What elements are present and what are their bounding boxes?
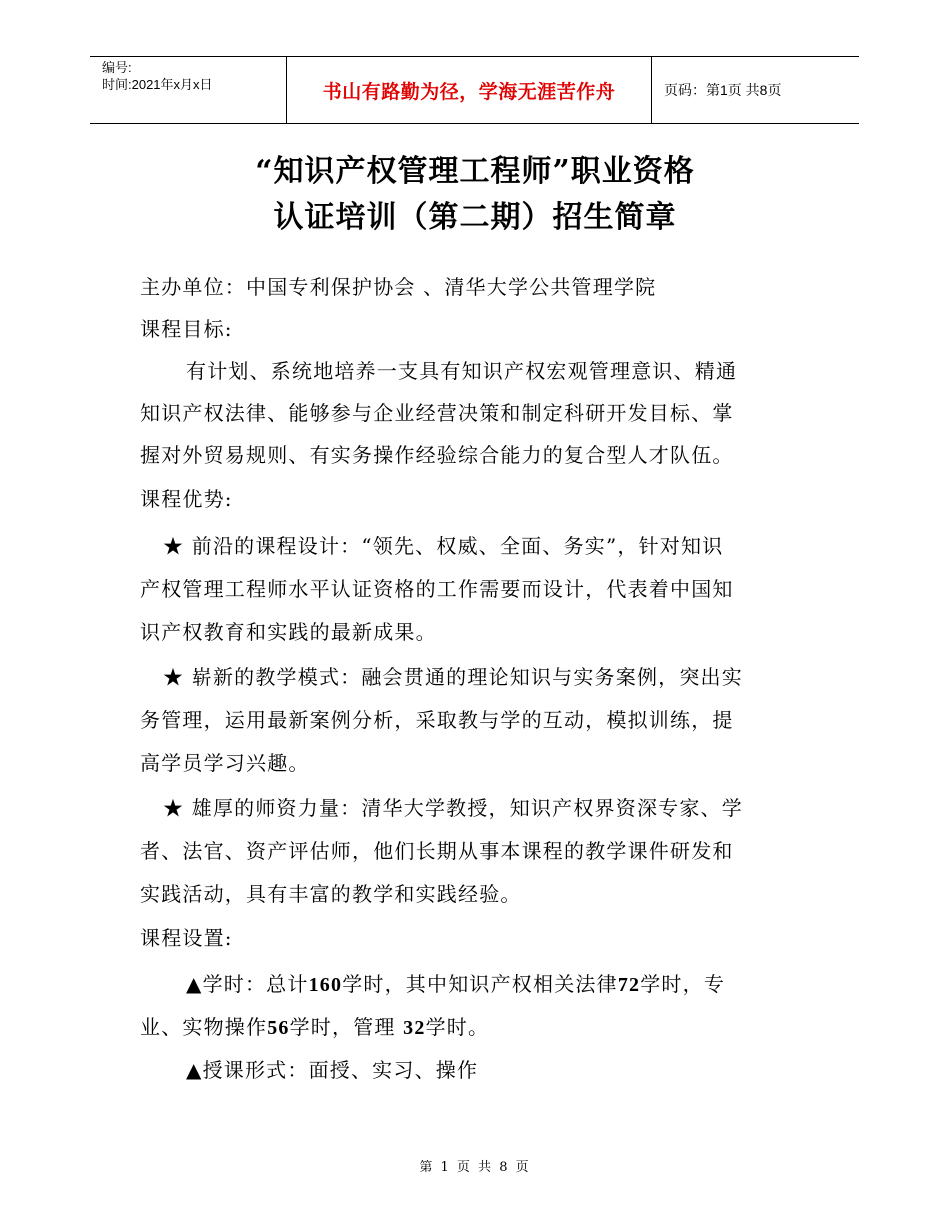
advantage-heading: 课程优势: [140,487,233,511]
advantage-2-line: 务管理，运用最新案例分析，采取教与学的互动，模拟训练，提 [140,708,734,732]
title-line-2: 认证培训（第二期）招生简章 [273,200,677,235]
hours-text: 学时，专 [640,972,726,996]
hours-text: 业、实物操作 [140,1015,268,1039]
hours-number: 72 [617,974,641,996]
page-header [90,56,859,124]
number-label: 编号: [102,60,132,75]
goal-line: 握对外贸易规则、有实务操作经验综合能力的复合型人才队伍。 [140,443,734,467]
advantage-3-line: 者、法官、资产评估师，他们长期从事本课程的教学课件研发和 [140,839,734,863]
format-line: ▲授课形式：面授、实习、操作 [186,1058,479,1082]
goal-line: 有计划、系统地培养一支具有知识产权宏观管理意识、精通 [186,359,738,383]
hours-text: 学时。 [425,1015,490,1039]
advantage-2-line: ★ 崭新的教学模式：融会贯通的理论知识与实务案例，突出实 [163,665,743,689]
hours-line [186,968,725,997]
advantage-2-line: 高学员学习兴趣。 [140,751,310,775]
header-page-info: 页码：第1页 共8页 [664,82,782,98]
header-meta [90,57,286,123]
advantage-3-line: ★ 雄厚的师资力量：清华大学教授，知识产权界资深专家、学 [163,796,743,820]
hours-number: 32 [403,1017,426,1039]
organizer-line: 主办单位：中国专利保护协会 、清华大学公共管理学院 [140,275,657,299]
title-line-1: “知识产权管理工程师”职业资格 [255,154,695,189]
time-text: 时间:2021年x月x日 [102,77,213,92]
hours-text: 学时，管理 [289,1015,404,1039]
advantage-3-line: 实践活动，具有丰富的教学和实践经验。 [140,882,522,906]
advantage-1-line: ★ 前沿的课程设计：“领先、权威、全面、务实”，针对知识 [163,534,724,558]
hours-number: 160 [308,974,343,996]
advantage-1-line: 识产权教育和实践的最新成果。 [140,620,437,644]
setup-heading: 课程设置: [140,926,233,950]
hours-line [140,1011,489,1040]
hours-number: 56 [267,1017,290,1039]
page-footer: 第 1 页 共 8 页 [419,1160,531,1175]
goal-heading: 课程目标: [140,317,233,341]
header-motto: 书山有路勤为径，学海无涯苦作舟 [286,57,652,123]
hours-text: ▲学时：总计 [186,972,309,996]
goal-line: 知识产权法律、能够参与企业经营决策和制定科研开发目标、掌 [140,401,734,425]
advantage-1-line: 产权管理工程师水平认证资格的工作需要而设计，代表着中国知 [140,577,734,601]
hours-text: 学时，其中知识产权相关法律 [342,972,618,996]
